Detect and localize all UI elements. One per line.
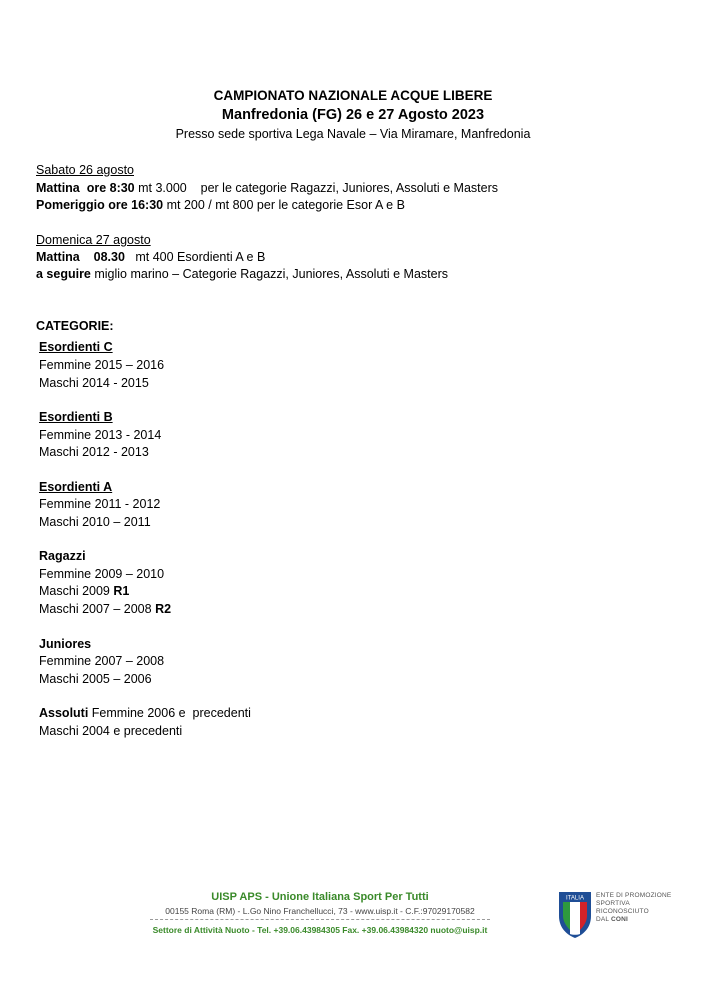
assoluti-male: Maschi 2004 e precedenti xyxy=(39,724,183,738)
ragazzi-male-r2 xyxy=(39,601,171,617)
esordienti-a-male: Maschi 2010 – 2011 xyxy=(39,515,151,529)
juniores-male: Maschi 2005 – 2006 xyxy=(39,672,152,686)
footer-divider xyxy=(150,919,490,920)
category-esordienti-a: Esordienti A xyxy=(39,480,113,494)
esordienti-a-female: Femmine 2011 - 2012 xyxy=(39,497,161,511)
flag-white-band xyxy=(570,902,580,935)
day1-date: Sabato 26 agosto xyxy=(36,163,134,177)
event-location-dates: Manfredonia (FG) 26 e 27 Agosto 2023 xyxy=(221,107,485,123)
day2-morning-label: Mattina 08.30 xyxy=(36,250,125,264)
ragazzi-female: Femmine 2009 – 2010 xyxy=(39,567,165,581)
shield-italia-text: ITALIA xyxy=(566,895,584,902)
day2-following xyxy=(36,266,448,282)
footer-organization: UISP APS - Unione Italiana Sport Per Tutti xyxy=(211,891,429,903)
assoluti-female: Femmine 2006 e precedenti xyxy=(88,706,251,720)
ragazzi-male-r2-years: Maschi 2007 – 2008 xyxy=(39,602,156,616)
assoluti-female-row xyxy=(39,705,251,721)
categories-heading: CATEGORIE: xyxy=(36,319,114,333)
coni-recognition-text xyxy=(596,892,671,924)
day2-date: Domenica 27 agosto xyxy=(36,233,151,247)
category-ragazzi: Ragazzi xyxy=(39,549,86,563)
juniores-female: Femmine 2007 – 2008 xyxy=(39,654,165,668)
day2-morning-text: mt 400 Esordienti A e B xyxy=(124,250,266,264)
category-esordienti-c: Esordienti C xyxy=(39,340,113,354)
day1-afternoon xyxy=(36,197,405,213)
ragazzi-male-r1 xyxy=(39,583,129,599)
ragazzi-r1-tag: R1 xyxy=(113,584,130,598)
esordienti-b-male: Maschi 2012 - 2013 xyxy=(39,445,149,459)
esordienti-b-female: Femmine 2013 - 2014 xyxy=(39,428,162,442)
day2-following-label: a seguire xyxy=(36,267,91,281)
coni-line-4-prefix: DAL xyxy=(596,916,612,923)
day2-following-text: miglio marino – Categorie Ragazzi, Juniores, Assoluti e Masters xyxy=(90,267,448,281)
venue: Presso sede sportiva Lega Navale – Via Miramare, Manfredonia xyxy=(175,127,531,141)
category-esordienti-b: Esordienti B xyxy=(39,410,113,424)
coni-line-4 xyxy=(596,916,671,924)
footer-address: 00155 Roma (RM) - L.Go Nino Franchellucci, 73 - www.uisp.it - C.F.:97029170582 xyxy=(165,906,475,916)
day1-afternoon-text: mt 200 / mt 800 per le categorie Esor A e B xyxy=(163,198,405,212)
day1-morning-text: mt 3.000 per le categorie Ragazzi, Juniores, Assoluti e Masters xyxy=(134,181,499,195)
category-assoluti: Assoluti xyxy=(39,706,89,720)
category-juniores: Juniores xyxy=(39,637,92,651)
coni-line-4-brand: CONI xyxy=(611,916,629,923)
coni-line-3: RICONOSCIUTO xyxy=(596,908,649,915)
esordienti-c-male: Maschi 2014 - 2015 xyxy=(39,376,149,390)
day1-morning-label: Mattina ore 8:30 xyxy=(36,181,135,195)
esordienti-c-female: Femmine 2015 – 2016 xyxy=(39,358,165,372)
coni-line-2: SPORTIVA xyxy=(596,900,630,907)
coni-shield-logo xyxy=(557,890,593,940)
day2-morning xyxy=(36,249,265,265)
day1-afternoon-label: Pomeriggio ore 16:30 xyxy=(36,198,164,212)
footer-contacts: Settore di Attività Nuoto - Tel. +39.06.43984305 Fax. +39.06.43984320 nuoto@uisp.it xyxy=(152,925,488,935)
ragazzi-r2-tag: R2 xyxy=(155,602,172,616)
ragazzi-male-r1-years: Maschi 2009 xyxy=(39,584,114,598)
document-title: CAMPIONATO NAZIONALE ACQUE LIBERE xyxy=(213,88,493,103)
coni-line-1: ENTE DI PROMOZIONE xyxy=(596,892,672,899)
day1-morning xyxy=(36,180,498,196)
